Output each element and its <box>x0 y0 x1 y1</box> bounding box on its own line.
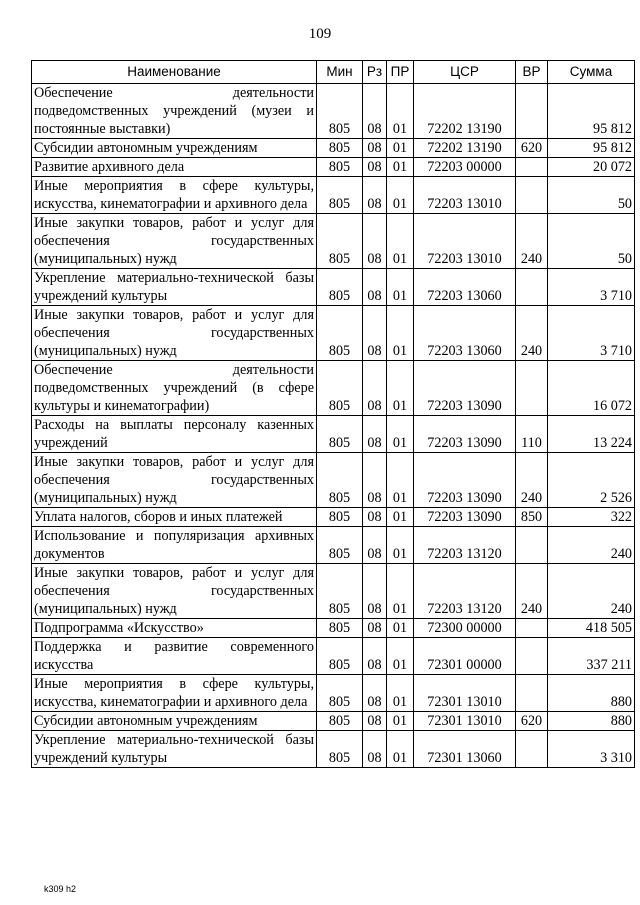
row-name-cell: Иные мероприятия в сфере культуры, искусства, кинематографии и архивного дела <box>32 177 317 214</box>
row-csr-cell: 72301 13010 <box>414 675 516 712</box>
table-row <box>32 508 635 527</box>
table-row <box>32 214 635 269</box>
row-min-cell: 805 <box>317 453 363 508</box>
row-csr-cell: 72203 13010 <box>414 177 516 214</box>
row-pr-cell: 01 <box>387 416 414 453</box>
row-sum-cell: 418 505 <box>548 619 635 638</box>
row-sum-cell: 95 812 <box>548 139 635 158</box>
row-sum-cell: 20 072 <box>548 158 635 177</box>
row-rz-cell: 08 <box>363 508 387 527</box>
row-name-cell: Подпрограмма «Искусство» <box>32 619 317 638</box>
row-csr-cell: 72202 13190 <box>414 84 516 139</box>
row-name-cell: Обеспечение деятельности подведомственных учреждений (музеи и постоянные выставки) <box>32 84 317 139</box>
row-rz-cell: 08 <box>363 564 387 619</box>
row-csr-cell: 72203 13090 <box>414 453 516 508</box>
table-row <box>32 139 635 158</box>
row-vr-cell: 620 <box>516 712 548 731</box>
row-name-cell: Иные закупки товаров, работ и услуг для обеспечения государственных (муниципальных) нужд <box>32 564 317 619</box>
row-pr-cell: 01 <box>387 139 414 158</box>
table-row <box>32 564 635 619</box>
row-rz-cell: 08 <box>363 269 387 306</box>
row-min-cell: 805 <box>317 564 363 619</box>
row-rz-cell: 08 <box>363 139 387 158</box>
row-pr-cell: 01 <box>387 638 414 675</box>
row-vr-cell <box>516 527 548 564</box>
row-vr-cell <box>516 731 548 768</box>
row-sum-cell: 16 072 <box>548 361 635 416</box>
row-min-cell: 805 <box>317 84 363 139</box>
budget-table <box>31 60 635 768</box>
row-vr-cell <box>516 638 548 675</box>
row-rz-cell: 08 <box>363 712 387 731</box>
row-pr-cell: 01 <box>387 177 414 214</box>
row-sum-cell: 3 310 <box>548 731 635 768</box>
table-row <box>32 638 635 675</box>
table-row <box>32 675 635 712</box>
row-name-cell: Поддержка и развитие современного искусства <box>32 638 317 675</box>
row-vr-cell <box>516 361 548 416</box>
row-name-cell: Развитие архивного дела <box>32 158 317 177</box>
row-name-cell: Иные закупки товаров, работ и услуг для обеспечения государственных (муниципальных) нужд <box>32 306 317 361</box>
row-min-cell: 805 <box>317 361 363 416</box>
row-csr-cell: 72203 13090 <box>414 416 516 453</box>
row-rz-cell: 08 <box>363 214 387 269</box>
row-sum-cell: 240 <box>548 527 635 564</box>
row-pr-cell: 01 <box>387 361 414 416</box>
row-min-cell: 805 <box>317 731 363 768</box>
row-pr-cell: 01 <box>387 675 414 712</box>
row-sum-cell: 240 <box>548 564 635 619</box>
row-pr-cell: 01 <box>387 619 414 638</box>
row-min-cell: 805 <box>317 214 363 269</box>
row-rz-cell: 08 <box>363 731 387 768</box>
row-sum-cell: 337 211 <box>548 638 635 675</box>
row-min-cell: 805 <box>317 416 363 453</box>
row-pr-cell: 01 <box>387 214 414 269</box>
row-csr-cell: 72203 13090 <box>414 508 516 527</box>
table-header-row <box>32 61 635 84</box>
row-vr-cell <box>516 84 548 139</box>
row-pr-cell: 01 <box>387 158 414 177</box>
table-row <box>32 712 635 731</box>
row-name-cell: Уплата налогов, сборов и иных платежей <box>32 508 317 527</box>
table-row <box>32 619 635 638</box>
row-rz-cell: 08 <box>363 527 387 564</box>
row-pr-cell: 01 <box>387 527 414 564</box>
row-vr-cell <box>516 158 548 177</box>
table-row <box>32 527 635 564</box>
row-pr-cell: 01 <box>387 564 414 619</box>
row-sum-cell: 3 710 <box>548 269 635 306</box>
row-sum-cell: 880 <box>548 712 635 731</box>
row-rz-cell: 08 <box>363 619 387 638</box>
row-csr-cell: 72203 13060 <box>414 269 516 306</box>
row-vr-cell: 110 <box>516 416 548 453</box>
row-min-cell: 805 <box>317 158 363 177</box>
row-name-cell: Расходы на выплаты персоналу казенных учреждений <box>32 416 317 453</box>
table-row <box>32 158 635 177</box>
page-number: 109 <box>308 26 332 42</box>
row-csr-cell: 72301 00000 <box>414 638 516 675</box>
row-rz-cell: 08 <box>363 675 387 712</box>
table-row <box>32 84 635 139</box>
row-name-cell: Укрепление материально-технической базы учреждений культуры <box>32 731 317 768</box>
header-sum: Сумма <box>548 61 635 84</box>
row-min-cell: 805 <box>317 508 363 527</box>
row-csr-cell: 72301 13060 <box>414 731 516 768</box>
row-sum-cell: 50 <box>548 214 635 269</box>
row-min-cell: 805 <box>317 638 363 675</box>
table-row <box>32 453 635 508</box>
row-min-cell: 805 <box>317 675 363 712</box>
row-pr-cell: 01 <box>387 269 414 306</box>
table-row <box>32 731 635 768</box>
row-pr-cell: 01 <box>387 306 414 361</box>
row-csr-cell: 72203 13010 <box>414 214 516 269</box>
row-vr-cell <box>516 619 548 638</box>
row-csr-cell: 72203 00000 <box>414 158 516 177</box>
row-vr-cell: 240 <box>516 453 548 508</box>
header-pr: ПР <box>387 61 414 84</box>
row-rz-cell: 08 <box>363 177 387 214</box>
row-sum-cell: 3 710 <box>548 306 635 361</box>
row-csr-cell: 72203 13060 <box>414 306 516 361</box>
table-row <box>32 416 635 453</box>
row-vr-cell: 620 <box>516 139 548 158</box>
row-name-cell: Иные закупки товаров, работ и услуг для обеспечения государственных (муниципальных) нужд <box>32 453 317 508</box>
row-pr-cell: 01 <box>387 453 414 508</box>
row-pr-cell: 01 <box>387 508 414 527</box>
row-rz-cell: 08 <box>363 638 387 675</box>
row-csr-cell: 72202 13190 <box>414 139 516 158</box>
header-name: Наименование <box>32 61 317 84</box>
row-csr-cell: 72301 13010 <box>414 712 516 731</box>
header-vr: ВР <box>516 61 548 84</box>
row-vr-cell: 850 <box>516 508 548 527</box>
table-row <box>32 177 635 214</box>
row-min-cell: 805 <box>317 177 363 214</box>
header-rz: Рз <box>363 61 387 84</box>
row-vr-cell <box>516 269 548 306</box>
row-rz-cell: 08 <box>363 453 387 508</box>
row-sum-cell: 50 <box>548 177 635 214</box>
row-csr-cell: 72203 13120 <box>414 527 516 564</box>
row-csr-cell: 72203 13090 <box>414 361 516 416</box>
table-row <box>32 269 635 306</box>
row-min-cell: 805 <box>317 619 363 638</box>
row-rz-cell: 08 <box>363 84 387 139</box>
row-pr-cell: 01 <box>387 712 414 731</box>
row-sum-cell: 13 224 <box>548 416 635 453</box>
row-rz-cell: 08 <box>363 416 387 453</box>
row-vr-cell: 240 <box>516 214 548 269</box>
row-name-cell: Субсидии автономным учреждениям <box>32 139 317 158</box>
row-min-cell: 805 <box>317 306 363 361</box>
row-min-cell: 805 <box>317 269 363 306</box>
row-sum-cell: 322 <box>548 508 635 527</box>
row-name-cell: Иные закупки товаров, работ и услуг для обеспечения государственных (муниципальных) нужд <box>32 214 317 269</box>
row-csr-cell: 72300 00000 <box>414 619 516 638</box>
row-csr-cell: 72203 13120 <box>414 564 516 619</box>
row-name-cell: Обеспечение деятельности подведомственных учреждений (в сфере культуры и кинематографии) <box>32 361 317 416</box>
table-row <box>32 306 635 361</box>
row-name-cell: Субсидии автономным учреждениям <box>32 712 317 731</box>
row-rz-cell: 08 <box>363 361 387 416</box>
row-pr-cell: 01 <box>387 731 414 768</box>
row-name-cell: Использование и популяризация архивных документов <box>32 527 317 564</box>
row-rz-cell: 08 <box>363 158 387 177</box>
footer-code: k309 h2 <box>44 884 77 894</box>
row-min-cell: 805 <box>317 139 363 158</box>
row-min-cell: 805 <box>317 527 363 564</box>
row-sum-cell: 95 812 <box>548 84 635 139</box>
row-rz-cell: 08 <box>363 306 387 361</box>
row-vr-cell <box>516 177 548 214</box>
header-csr: ЦСР <box>414 61 516 84</box>
row-vr-cell <box>516 675 548 712</box>
table-row <box>32 361 635 416</box>
header-min: Мин <box>317 61 363 84</box>
row-name-cell: Иные мероприятия в сфере культуры, искусства, кинематографии и архивного дела <box>32 675 317 712</box>
row-vr-cell: 240 <box>516 306 548 361</box>
row-pr-cell: 01 <box>387 84 414 139</box>
row-min-cell: 805 <box>317 712 363 731</box>
row-vr-cell: 240 <box>516 564 548 619</box>
row-name-cell: Укрепление материально-технической базы учреждений культуры <box>32 269 317 306</box>
row-sum-cell: 880 <box>548 675 635 712</box>
row-sum-cell: 2 526 <box>548 453 635 508</box>
